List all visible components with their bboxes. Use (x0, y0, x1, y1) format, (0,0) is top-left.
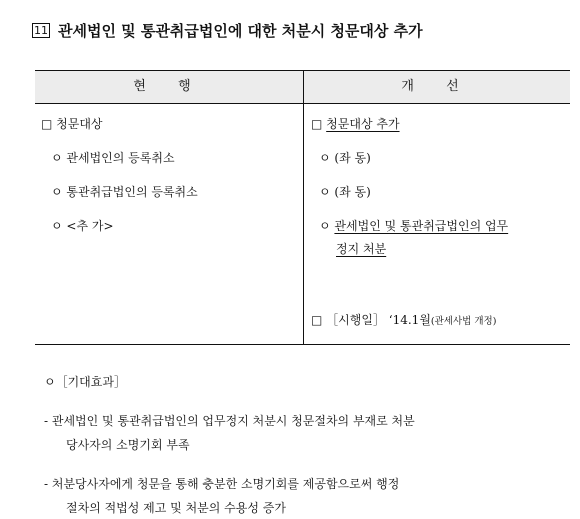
improved-new-item-line2: 정지 처분 (336, 242, 387, 256)
bullet-glyph: ㅇ (319, 219, 331, 233)
section-title (32, 20, 423, 41)
effects-bullet-line: 당사자의 소명기회 부족 (66, 438, 190, 452)
effects-bullet-line: 절차의 적법성 제고 및 처분의 수용성 증가 (66, 501, 286, 515)
effective-note: (관세사법 개정) (430, 316, 497, 327)
improved-item: ㅇ (좌 동) (319, 151, 371, 165)
effects-bullet-line: - 관세법인 및 통관취급법인의 업무정지 처분시 청문절차의 부재로 처분 (44, 414, 415, 428)
section-title-text: 관세법인 및 통관취급법인에 대한 처분시 청문대상 추가 (58, 22, 423, 40)
effective-date (311, 312, 496, 330)
improved-new-item-line1: 관세법인 및 통관취급법인의 업무 (334, 219, 509, 233)
current-heading: □ 청문대상 (41, 117, 103, 131)
comparison-table (35, 70, 570, 345)
checkbox-glyph: □ (311, 117, 323, 131)
current-item: ㅇ 통관취급법인의 등록취소 (51, 185, 198, 199)
effects-bullet-line: - 처분당사자에게 청문을 통해 충분한 소명기회를 제공함으로써 행정 (44, 477, 400, 491)
column-divider (303, 71, 304, 344)
effects-heading: ㅇ［기대효과］ (44, 375, 126, 389)
improved-heading (311, 116, 400, 132)
checkbox-glyph: □ (311, 313, 323, 327)
current-item: ㅇ <추 가> (51, 219, 114, 233)
effective-date-value: ‘14.1월 (388, 313, 431, 327)
current-item: ㅇ 관세법인의 등록취소 (51, 151, 175, 165)
effective-label: ［시행일］ (326, 313, 385, 327)
improved-heading-text: 청문대상 추가 (326, 117, 400, 131)
header-current: 현 행 (133, 79, 205, 94)
improved-item: ㅇ (좌 동) (319, 185, 371, 199)
header-improved: 개 선 (401, 79, 473, 94)
section-number: 11 (34, 24, 48, 37)
improved-new-item (319, 218, 508, 234)
